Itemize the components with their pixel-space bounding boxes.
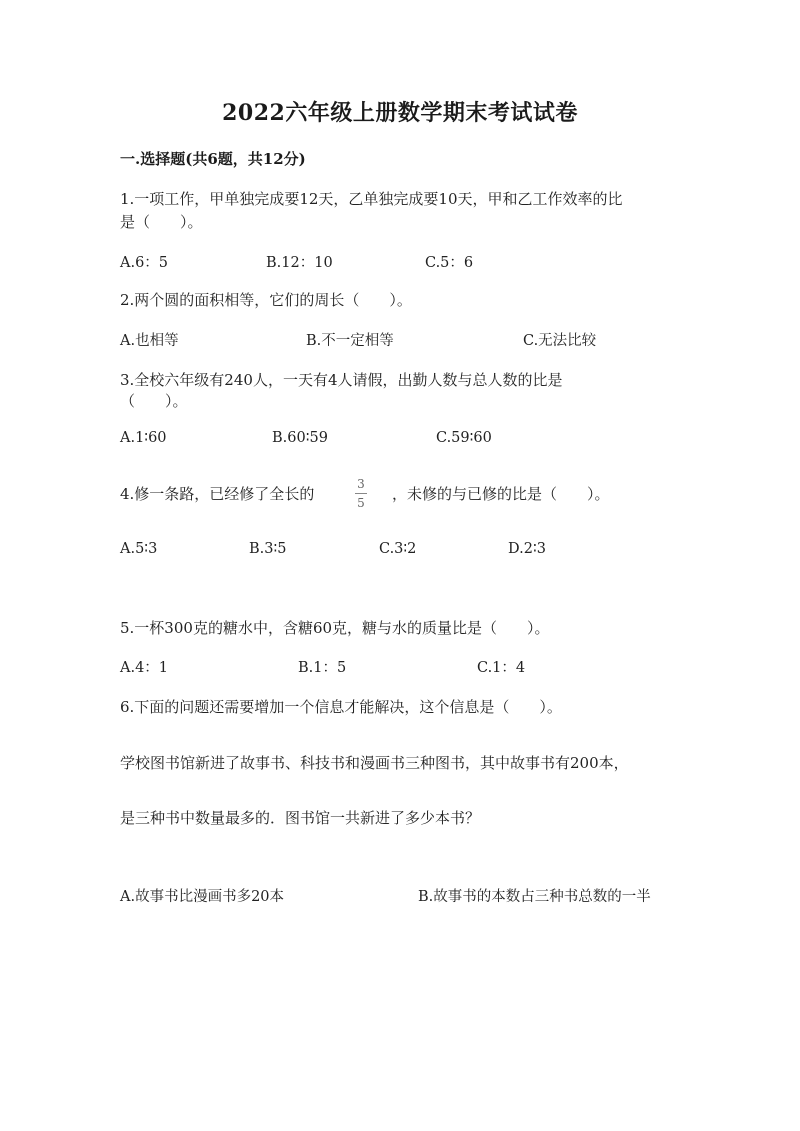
page-title: 2022六年级上册数学期末考试试卷 (222, 100, 578, 126)
q1-option-a: A.6：5 (120, 255, 169, 271)
fraction-numerator: 3 (357, 477, 365, 491)
q2-option-a: A.也相等 (120, 333, 179, 349)
question-6: 6.下面的问题还需要增加一个信息才能解决，这个信息是（ ）。 (120, 698, 562, 716)
q5-option-b: B.1：5 (298, 660, 347, 676)
q2-option-c: C.无法比较 (523, 333, 597, 349)
question-2: 2.两个圆的面积相等，它们的周长（ ）。 (120, 291, 412, 309)
question-6-paragraph-2: 是三种书中数量最多的．图书馆一共新进了多少本书？ (120, 809, 481, 827)
q1-option-b: B.12：10 (266, 255, 333, 271)
q5-option-a: A.4：1 (120, 660, 169, 676)
q1-option-c: C.5：6 (425, 255, 474, 271)
fraction-bar (355, 493, 367, 494)
q2-option-b: B.不一定相等 (306, 333, 394, 349)
q3-option-b: B.60∶59 (272, 430, 328, 446)
fraction-three-fifths (352, 477, 370, 510)
q4-option-c: C.3∶2 (379, 541, 417, 557)
question-4-text-before: 4.修一条路，已经修了全长的 (120, 485, 315, 503)
q6-option-a: A.故事书比漫画书多20本 (120, 889, 285, 905)
q3-option-a: A.1∶60 (120, 430, 167, 446)
q3-option-c: C.59∶60 (436, 430, 492, 446)
q5-option-c: C.1：4 (477, 660, 526, 676)
q4-option-b: B.3∶5 (249, 541, 287, 557)
q4-option-a: A.5∶3 (120, 541, 158, 557)
question-3-line-2: （ ）。 (120, 392, 188, 410)
question-4-text-after: ，未修的与已修的比是（ ）。 (392, 485, 610, 503)
q4-option-d: D.2∶3 (508, 541, 546, 557)
question-3-line-1: 3.全校六年级有240人，一天有4人请假，出勤人数与总人数的比是 (120, 371, 563, 389)
q6-option-b: B.故事书的本数占三种书总数的一半 (418, 889, 651, 905)
question-1-line-1: 1.一项工作，甲单独完成要12天，乙单独完成要10天，甲和乙工作效率的比 (120, 190, 623, 208)
question-6-paragraph-1: 学校图书馆新进了故事书、科技书和漫画书三种图书，其中故事书有200本， (120, 754, 629, 772)
fraction-denominator: 5 (357, 496, 365, 510)
question-1-line-2: 是（ ）。 (120, 213, 203, 231)
section-heading: 一.选择题(共6题，共12分) (120, 150, 306, 168)
question-5: 5.一杯300克的糖水中，含糖60克，糖与水的质量比是（ ）。 (120, 619, 550, 637)
